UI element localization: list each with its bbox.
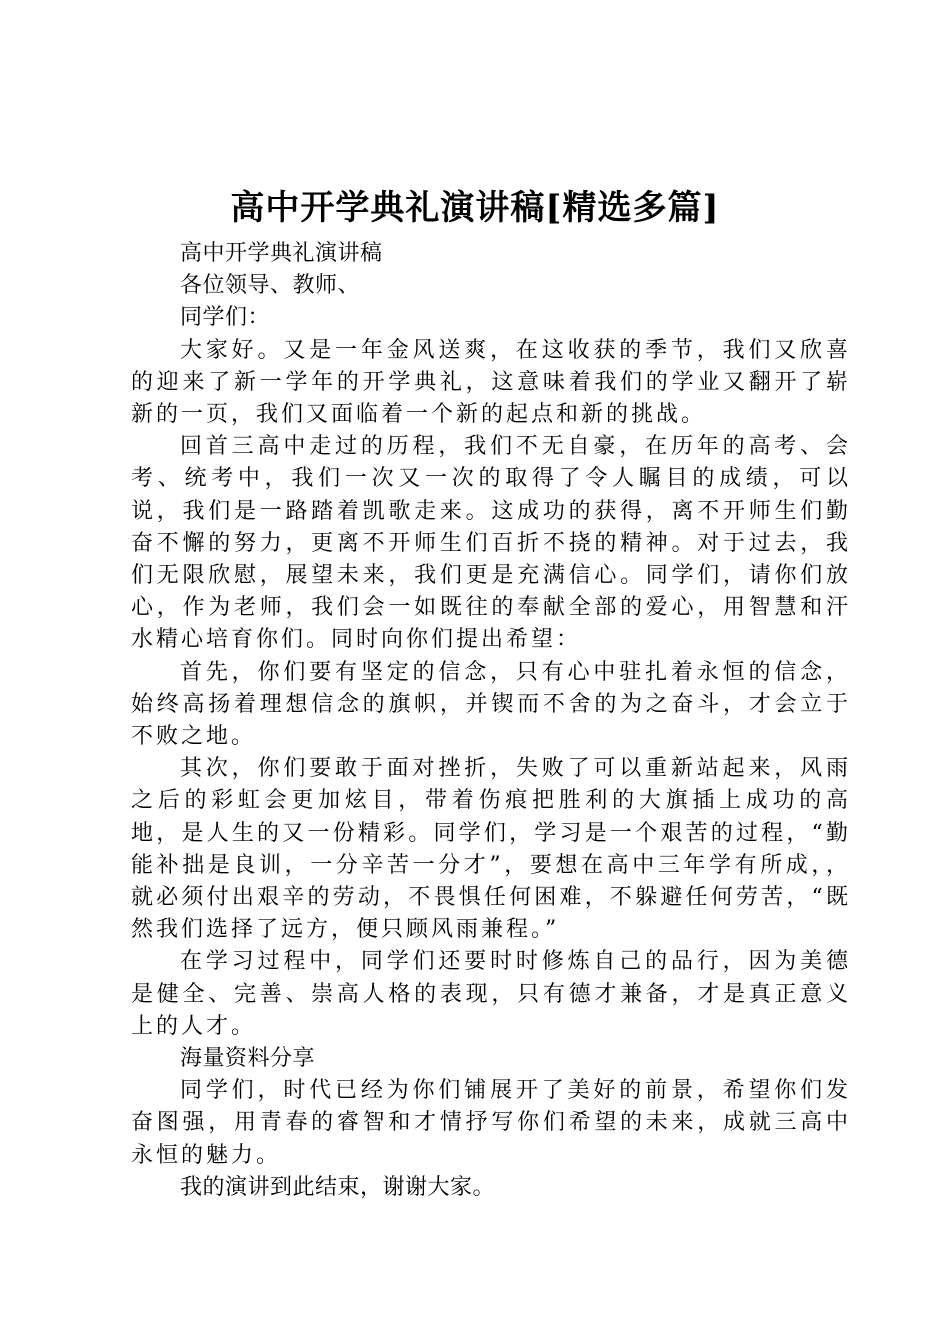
paragraph-history: 回首三高中走过的历程，我们不无自豪，在历年的高考、会考、统考中，我们一次又一次的取得了令人瞩目的成绩，可以说，我们是一路踏着凯歌走来。这成功的获得，离不开师生们勤奋不懈的努力，更离不开师生们百折不挠的精神。对于过去，我们无限欣慰，展望未来，我们更是充满信心。同学们，请你们放心，作为老师，我们会一如既往的奉献全部的爱心，用智慧和汗水精心培育你们。同时向你们提出希望： [131,434,851,653]
paragraph-second-hope: 其次，你们要敢于面对挫折，失败了可以重新站起来，风雨之后的彩虹会更加炫目，带着伤痕把胜利的大旗插上成功的高地，是人生的又一份精彩。同学们，学习是一个艰苦的过程，“勤能补拙是良训，一分辛苦一分才”，要想在高中三年学有所成，，就必须付出艰辛的劳动，不畏惧任何困难，不躲避任何劳苦，“既然我们选择了远方，便只顾风雨兼程。” [131,756,851,943]
document-body [131,238,851,1204]
closing-line: 我的演讲到此结束，谢谢大家。 [180,1174,496,1200]
document-title: 高中开学典礼演讲稿[精选多篇] [230,188,720,228]
paragraph-future: 同学们，时代已经为你们铺展开了美好的前景，希望你们发奋图强，用青春的睿智和才情抒写你们希望的未来，成就三高中永恒的魅力。 [131,1078,851,1168]
share-note: 海量资料分享 [180,1046,316,1072]
paragraph-first-hope: 首先，你们要有坚定的信念，只有心中驻扎着永恒的信念，始终高扬着理想信念的旗帜，并锲而不舍的为之奋斗，才会立于不败之地。 [131,659,851,750]
paragraph-character: 在学习过程中，同学们还要时时修炼自己的品行，因为美德是健全、完善、崇高人格的表现，只有德才兼备，才是真正意义上的人才。 [131,949,851,1039]
salutation-line-1: 各位领导、教师、 [180,273,361,299]
speech-heading: 高中开学典礼演讲稿 [180,241,383,266]
salutation-line-2: 同学们： [180,305,271,331]
paragraph-greeting: 大家好。又是一年金风送爽，在这收获的季节，我们又欣喜的迎来了新一学年的开学典礼，这意味着我们的学业又翻开了崭新的一页，我们又面临着一个新的起点和新的挑战。 [131,337,851,428]
